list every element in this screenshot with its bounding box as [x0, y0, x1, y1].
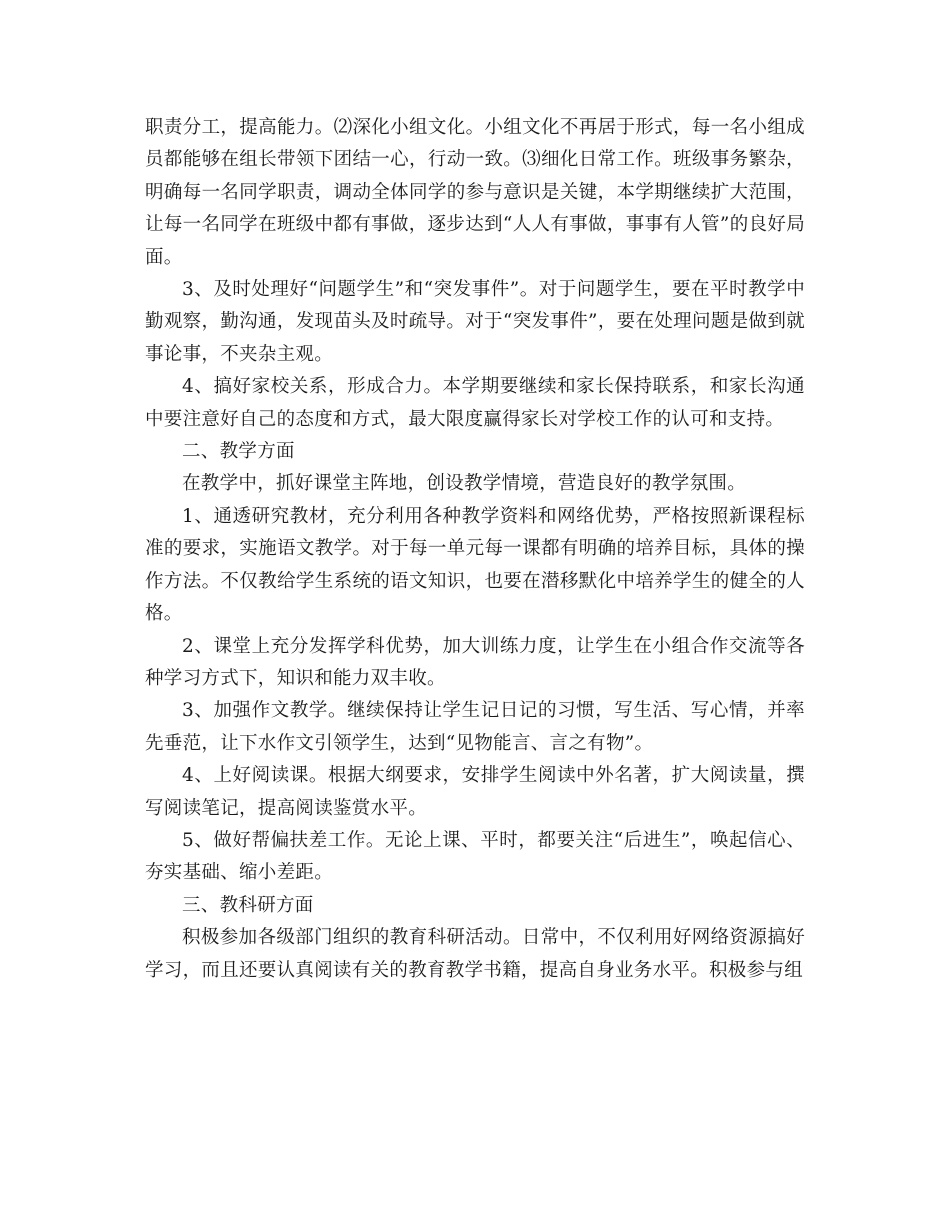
paragraph-5: 在教学中，抓好课堂主阵地，创设教学情境，营造良好的教学氛围。 — [182, 473, 747, 495]
paragraph-12: 积极参加各级部门组织的教育科研活动。日常中，不仅利用好网络资源搞好学习，而且还要认真阅读有关的教育教学书籍，提高自身业务水平。积极参与组 — [145, 927, 805, 981]
section-heading-research: 三、教科研方面 — [182, 894, 314, 916]
paragraph-7: 2、课堂上充分发挥学科优势，加大训练力度，让学生在小组合作交流等各种学习方式下，知识和能力双丰收。 — [145, 635, 805, 689]
paragraph-8: 3、加强作文教学。继续保持让学生记日记的习惯，写生活、写心情，并率先垂范，让下水作文引领学生，达到“见物能言、言之有物”。 — [145, 700, 805, 754]
paragraph-6: 1、通透研究教材，充分利用各种教学资料和网络优势，严格按照新课程标准的要求，实施语文教学。对于每一单元每一课都有明确的培养目标，具体的操作方法。不仅教给学生系统的语文知识，也要在潜移默化中培养学生的健全的人格。 — [145, 505, 805, 625]
paragraph-9: 4、上好阅读课。根据大纲要求，安排学生阅读中外名著，扩大阅读量，撰写阅读笔记，提高阅读鉴赏水平。 — [145, 765, 805, 819]
paragraph-1: 职责分工，提高能力。⑵深化小组文化。小组文化不再居于形式，每一名小组成员都能够在组长带领下团结一心，行动一致。⑶细化日常工作。班级事务繁杂，明确每一名同学职责，调动全体同学的参与意识是关键，本学期继续扩大范围，让每一名同学在班级中都有事做，逐步达到“人人有事做，事事有人管”的良好局面。 — [145, 117, 805, 268]
document-body — [145, 112, 805, 987]
section-heading-teaching: 二、教学方面 — [182, 441, 295, 463]
paragraph-10: 5、做好帮偏扶差工作。无论上课、平时，都要关注“后进生”，唤起信心、夯实基础、缩小差距。 — [145, 829, 805, 884]
paragraph-3: 4、搞好家校关系，形成合力。本学期要继续和家长保持联系，和家长沟通中要注意好自己的态度和方式，最大限度赢得家长对学校工作的认可和支持。 — [145, 376, 805, 430]
paragraph-2: 3、及时处理好“问题学生”和“突发事件”。对于问题学生，要在平时教学中勤观察，勤沟通，发现苗头及时疏导。对于“突发事件”，要在处理问题是做到就事论事，不夹杂主观。 — [145, 279, 805, 365]
